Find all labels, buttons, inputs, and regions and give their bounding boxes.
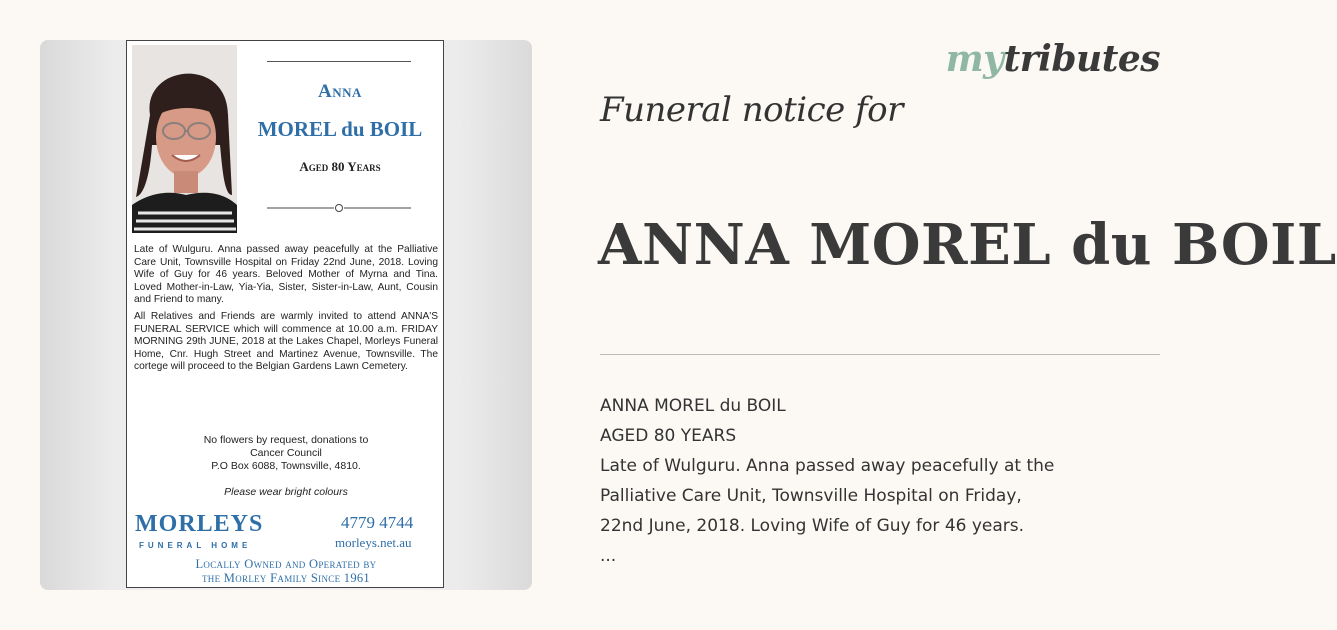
page-title: ANNA MOREL du BOIL (598, 212, 1337, 278)
donations-line-2: Cancer Council (250, 447, 322, 459)
funeral-home-website: morleys.net.au (335, 535, 412, 550)
dress-note: Please wear bright colours (224, 486, 348, 498)
summary-line: 22nd June, 2018. Loving Wife of Guy for 46 years. (600, 516, 1025, 536)
summary-line: Late of Wulguru. Anna passed away peacefully at the (600, 456, 1055, 476)
summary-line: AGED 80 YEARS (600, 426, 737, 446)
summary-line: Palliative Care Unit, Townsville Hospital on Friday, (600, 486, 1022, 506)
divider (600, 354, 1160, 355)
logo-my: my (945, 38, 1004, 80)
notice-paragraph-1: Late of Wulguru. Anna passed away peacefully at the Palliative Care Unit, Townsville Hospital on Friday 22nd June, 2018. Loving Wife of Guy for 46 years. Beloved Mother of Myrna and Tina. Loved Mother-in-Law, Yia-Yia, Sister, Sister-in-Law, Aunt, Cousin and Friend to many. (134, 244, 438, 306)
notice-surname: MOREL du BOIL (257, 117, 423, 141)
page-subtitle: Funeral notice for (600, 90, 903, 130)
summary-line: ANNA MOREL du BOIL (600, 396, 786, 416)
notice-first-name: Anna (318, 81, 362, 102)
notice-footer-line-2: the Morley Family Since 1961 (201, 571, 370, 585)
summary-ellipsis: ... (600, 546, 617, 566)
notice-footer-line-1: Locally Owned and Operated by (195, 557, 377, 571)
donations-line-1: No flowers by request, donations to (203, 434, 369, 446)
donations-line-3: P.O Box 6088, Townsville, 4810. (211, 460, 361, 472)
funeral-home-logo: MORLEYS (135, 511, 264, 537)
notice-paragraph-2: All Relatives and Friends are warmly invited to attend ANNA'S FUNERAL SERVICE which will commence at 10.00 a.m. FRIDAY MORNING 29th JUNE, 2018 at the Lakes Chapel, Morleys Funeral Home, Cnr. Hugh Street and Martinez Avenue, Townsville. The cortege will proceed to the Belgian Gardens Lawn Cemetery. (134, 310, 438, 373)
notice-summary (600, 391, 1160, 571)
funeral-home-phone: 4779 4744 (341, 513, 414, 532)
notice-age: Aged 80 Years (299, 159, 381, 174)
funeral-home-logo-sub: FUNERAL HOME (139, 541, 252, 550)
logo-tributes: tributes (1003, 38, 1160, 80)
